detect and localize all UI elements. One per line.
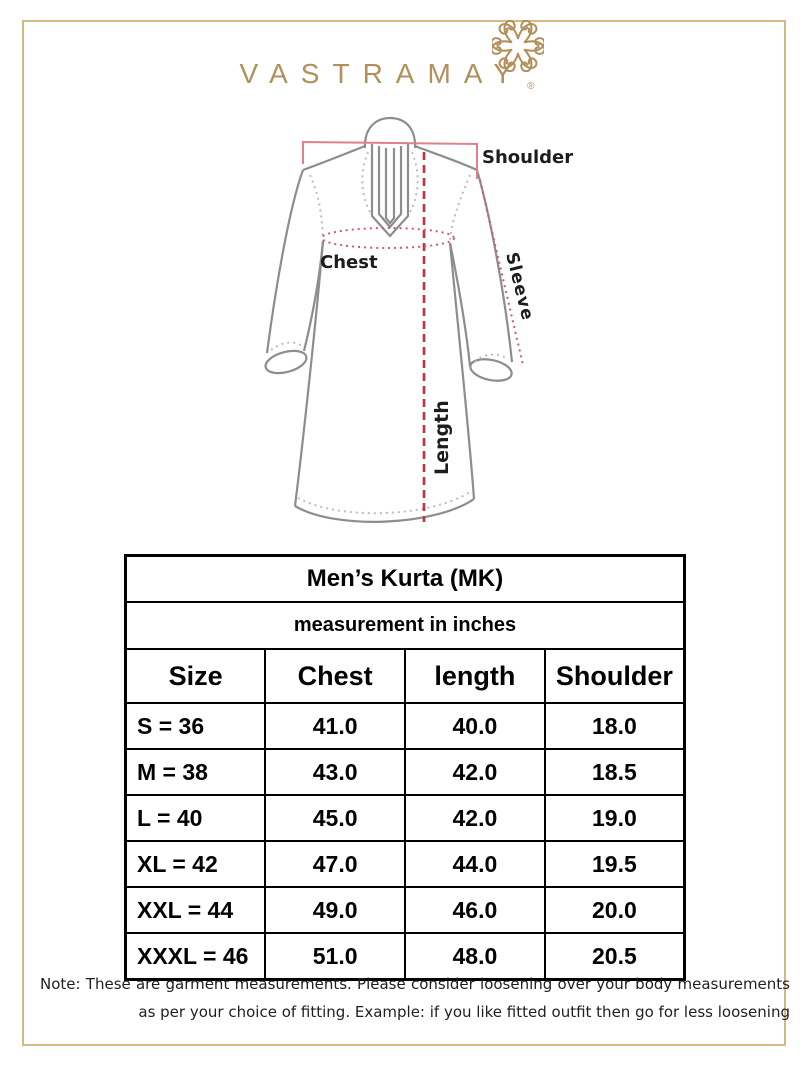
floral-mandala-icon <box>492 20 544 72</box>
brand-name: VASTRAMAY <box>239 58 526 89</box>
size-value: M = 38 <box>126 749 266 795</box>
measurement-lines <box>303 142 523 522</box>
kurta-measurement-diagram <box>230 112 590 552</box>
size-chart-table <box>124 554 686 981</box>
length-value: 42.0 <box>405 749 545 795</box>
table-header-row <box>126 649 685 703</box>
table-row <box>126 795 685 841</box>
length-label: Length <box>431 400 453 475</box>
table-subtitle: measurement in inches <box>126 602 685 649</box>
sleeve-label: Sleeve <box>501 250 538 323</box>
size-value: S = 36 <box>126 703 266 749</box>
shoulder-value: 20.0 <box>545 887 685 933</box>
measurement-note <box>40 970 790 1026</box>
table-title: Men’s Kurta (MK) <box>126 556 685 603</box>
shoulder-value: 19.5 <box>545 841 685 887</box>
size-value: L = 40 <box>126 795 266 841</box>
table-row <box>126 703 685 749</box>
chest-label: Chest <box>320 252 378 273</box>
chest-value: 45.0 <box>265 795 405 841</box>
chest-value: 51.0 <box>265 933 405 980</box>
table-row <box>126 841 685 887</box>
registered-trademark-symbol: ® <box>527 81 535 92</box>
shoulder-value: 20.5 <box>545 933 685 980</box>
column-header-chest: Chest <box>265 649 405 703</box>
column-header-length: length <box>405 649 545 703</box>
size-value: XXL = 44 <box>126 887 266 933</box>
note-line-2: as per your choice of fitting. Example: if you like fitted outfit then go for less loosening <box>138 1003 790 1021</box>
length-value: 48.0 <box>405 933 545 980</box>
column-header-size: Size <box>126 649 266 703</box>
shoulder-value: 18.5 <box>545 749 685 795</box>
column-header-shoulder: Shoulder <box>545 649 685 703</box>
shoulder-value: 19.0 <box>545 795 685 841</box>
brand-logo <box>22 58 752 92</box>
chest-value: 43.0 <box>265 749 405 795</box>
shoulder-value: 18.0 <box>545 703 685 749</box>
length-value: 44.0 <box>405 841 545 887</box>
chest-value: 41.0 <box>265 703 405 749</box>
shoulder-label: Shoulder <box>482 147 574 168</box>
length-value: 42.0 <box>405 795 545 841</box>
note-line-1: Note: These are garment measurements. Please consider loosening over your body measurements <box>40 975 790 993</box>
size-value: XXXL = 46 <box>126 933 266 980</box>
chest-value: 47.0 <box>265 841 405 887</box>
chest-value: 49.0 <box>265 887 405 933</box>
table-row <box>126 749 685 795</box>
length-value: 46.0 <box>405 887 545 933</box>
size-value: XL = 42 <box>126 841 266 887</box>
length-value: 40.0 <box>405 703 545 749</box>
table-row <box>126 887 685 933</box>
